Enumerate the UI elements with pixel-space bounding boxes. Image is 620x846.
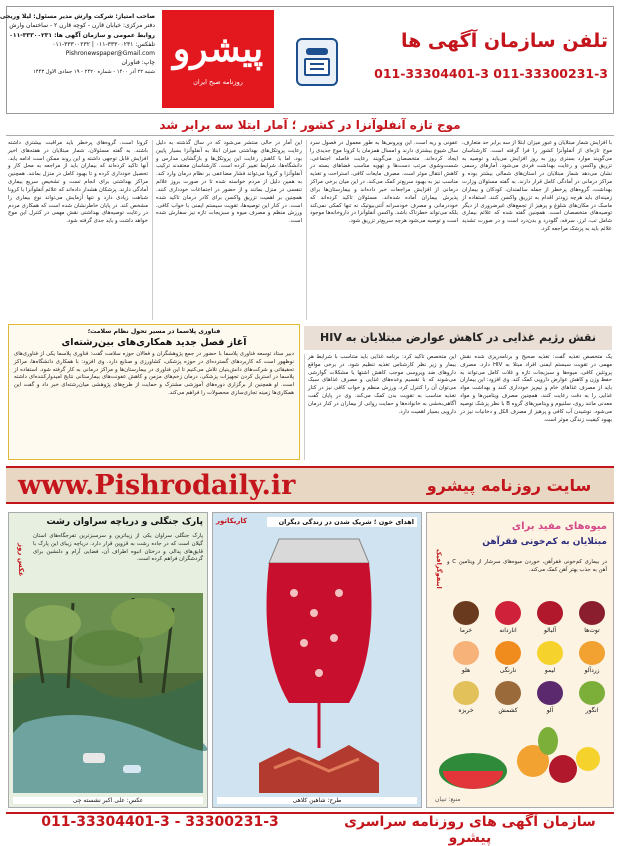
- article-column-center-left: این آمار در حالی منتشر می‌شود که در سال گذشته به دلیل رعایت پروتکل‌های بهداشتی میزان ابتلا به آنفلوآنزا بسیار پایین بود. اما با کاهش رعایت این پروتکل‌ها و بازگشایی مدارس و دانشگاه‌ها، شرایط تغییر کرده است. کارشناسان معتقدند ترکیب آنفلوآنزا و کرونا می‌تواند فشار مضاعفی بر نظام درمان وارد کند. به همین دلیل از مردم خواسته شده تا در صورت بروز علائم تنفسی در منزل بمانند و از حضور در اجتماعات خودداری کنند. همچنین بر اهمیت تزریق واکسن برای کادر درمان تاکید شده است. در کنار این توصیه‌ها، تقویت سیستم ایمنی با خواب کافی، ورزش منظم و مصرف میوه و سبزیجات تازه نیز سفارش شده است.: [152, 140, 302, 320]
- cartoon-credit: طرح: شاهین کلاهی: [217, 797, 417, 804]
- cartoon-tag: کاریکاتور: [216, 517, 248, 525]
- fruit-icon: [453, 641, 479, 665]
- hiv-headline: نقش رژیم غذایی در کاهش عوارض مبتلایان به HIV: [304, 326, 612, 350]
- info-line: دفتر مرکزی: خیابان قارن - کوچه قارن ۲ - ساختمان وارش: [9, 22, 155, 30]
- fruit-icon: [537, 681, 563, 705]
- fruit-icon: [453, 681, 479, 705]
- fruit-icon: [579, 601, 605, 625]
- cartoon-title: اهدای خون ؛ شریک شدن در زندگی دیگران: [267, 517, 417, 527]
- hiv-body-left: این متخصص تاکید کرد: برنامه غذایی باید متناسب با شرایط هر بیمار و زیر نظر کارشناس تغذیه تنظیم شود. در برخی مواقع داروهای ضد ویروسی موجب کاهش اشتها یا مشکلات گوارشی می‌شوند که با تقسیم وعده‌های غذایی و مصرف غذاهای سبک می‌توان آن را کنترل کرد. ورزش منظم و خواب کافی نیز در کنار تغذیه مناسب به تقویت بدن کمک می‌کند. وی در پایان گفت آگاهی‌بخشی به خانواده‌ها و حمایت روانی از بیماران در کنار درمان دارویی بسیار اهمیت دارد.: [304, 354, 456, 460]
- ad-phone-numbers: 011-33304401-3 011-33300231-3: [374, 66, 608, 81]
- fruit-icon: [453, 601, 479, 625]
- fruit-label: انگور: [585, 707, 599, 714]
- fruit-label: لیمو: [544, 667, 556, 674]
- info-line: تلفکس: ۳۳۳۰۰۲۳۱-۰۱۱ | ۳۳۳۰۰۲۳۲-۰۱۱: [52, 40, 155, 48]
- info-line: صاحب امتیاز: شرکت وارش مدیر مسئول: لیلا وریجی: [0, 13, 155, 20]
- fruit-label: توت‌ها: [584, 627, 600, 634]
- website-url[interactable]: www.Pishrodaily.ir: [18, 470, 296, 501]
- article-body: دبیر ستاد توسعه فناوری پلاسما با حضور در جمع پژوهشگران و فعالان حوزه سلامت گفت: فناوری پلاسما یکی از فناوری‌های نوظهور است که کاربردهای گسترده‌ای در حوزه پزشکی، کشاورزی و صنایع دارد. وی افزود: با همکاری دانشگاه‌ها، مراکز تحقیقاتی و شرکت‌های دانش‌بنیان تلاش می‌کنیم تا این فناوری در بیمارستان‌ها و مراکز درمانی به کار گرفته شود. استفاده از پلاسما در استریل کردن تجهیزات پزشکی، درمان زخم‌های مزمن و کاهش عفونت‌های بیمارستانی نتایج امیدوارکننده‌ای داشته است. او همچنین از برگزاری دوره‌های آموزشی مشترک و حمایت از طرح‌های پژوهشی میان‌رشته‌ای خبر داد و گفت این همکاری‌ها زمینه تجاری‌سازی محصولات را فراهم می‌کند.: [14, 351, 294, 397]
- fruit-icon: [537, 601, 563, 625]
- infographic-tag: اینفوگرافیک: [435, 549, 443, 589]
- issue-date: شنبه ۲۲ آذر ۱۴۰۰ - شماره ۲۴۲۰ - ۱۹ جمادی الاول ۱۴۴۳: [32, 68, 155, 75]
- fruit-label: زردآلو: [584, 667, 600, 674]
- fruit-label: آلو: [546, 707, 554, 714]
- article-headline: آغاز فصل جدید همکاری‌های بین‌رشته‌ای: [61, 337, 247, 348]
- fruit-label: خربزه: [458, 707, 474, 714]
- article-supertitle: فناوری پلاسما در مسیر تحول نظام سلامت؛: [87, 328, 221, 335]
- article-column-right: با افزایش شمار مبتلایان و عبور میزان ابتلا از سه برابر حد متعارف، موج تازه‌ای از آنفلوآنزا کشور را فرا گرفته است. کارشناسان می‌گویند موارد بستری روز به روز افزایش می‌یابد و توصیه به تزریق واکسن و رعایت بهداشت فردی می‌شود. آمارهای رسمی نشان می‌دهد شمار مبتلایان در استان‌های شمالی بیشتر بوده و مراکز درمانی در آمادگی کامل قرار دارند. به گفته مسئولان وزارت بهداشت، گروه‌های پرخطر از جمله سالمندان، کودکان و بیماران زمینه‌ای باید هرچه زودتر اقدام به تزریق واکسن کنند. استفاده از ماسک در مکان‌های شلوغ و پرهیز از تجمع‌های غیرضروری از دیگر توصیه‌های متخصصان است. همچنین گفته شده که علائم بیماری شامل تب، لرز، سرفه، گلودرد و بدن‌درد است و در صورت تشدید علائم باید به پزشک مراجعه کرد.: [462, 140, 612, 233]
- panel-tag: عکس روز: [17, 543, 25, 577]
- photo-caption: عکس: علی اکبر نشسته چی: [13, 797, 203, 804]
- phone-icon: [296, 38, 338, 86]
- footer-phones: 011-33304401-3 - 33300231-3: [41, 814, 279, 830]
- fruit-label: خرما: [459, 627, 473, 634]
- logo-text: پیشرو: [172, 28, 264, 70]
- footer-ad-organization: سازمان آگهی های روزنامه سراسری پیشرو: [344, 814, 596, 846]
- fruit-icon: [579, 681, 605, 705]
- website-label: سایت روزنامه پیشرو: [426, 476, 592, 495]
- infographic-source: منبع: تبیان: [435, 796, 461, 803]
- fruit-basket-illustration: [433, 721, 609, 791]
- fruit-label: کشمش: [498, 707, 518, 714]
- fruit-icon: [495, 641, 521, 665]
- infographic-headline-2: مبتلایان به کم‌خونی فقرآهن: [482, 537, 607, 547]
- email-link[interactable]: Pishronewspaper@Gmail.com: [65, 50, 155, 58]
- plasma-article-box: [8, 324, 300, 460]
- fruit-label: آلبالو: [543, 627, 557, 634]
- fruit-icon: [537, 641, 563, 665]
- hiv-body-right: یک متخصص تغذیه گفت: تغذیه صحیح و برنامه‌ریزی شده نقش مهمی در تقویت سیستم ایمنی افراد مبتلا به HIV دارد. مصرف پروتئین کافی، میوه‌ها و سبزیجات تازه و غلات کامل می‌تواند به حفظ وزن و کاهش عوارض دارویی کمک کند. وی افزود: این بیماران باید از مصرف غذاهای خام و نیم‌پز خودداری کنند و بهداشت مواد غذایی را به دقت رعایت کنند. همچنین مصرف ویتامین‌ها و مواد معدنی مانند روی، سلنیوم و ویتامین‌های گروه B با نظر پزشک توصیه می‌شود. نوشیدن آب کافی و پرهیز از مصرف الکل و دخانیات نیز در بهبود کیفیت زندگی موثر است.: [460, 354, 612, 423]
- panel-headline: پارک جنگلی و دریاچه سراوان رشت: [46, 517, 203, 527]
- panel-body: پارک جنگلی سراوان یکی از زیباترین و سرسبزترین تفرجگاه‌های استان گیلان است که در جاده رشت به قزوین قرار دارد. دریاچه زیبای این پارک با قایق‌های پدالی و درختان انبوه اطراف آن، فضایی آرام و دلنشین برای گردشگران فراهم کرده است.: [33, 533, 203, 563]
- ad-phone-title: تلفن سازمان آگهی ها: [400, 30, 608, 52]
- fruit-icon: [495, 681, 521, 705]
- fruit-label: هلو: [461, 667, 471, 674]
- main-headline: موج تازه آنفلوآنزا در کشور ؛ آمار ابتلا سه برابر شد: [6, 118, 614, 136]
- fruit-label: نارنگی: [499, 667, 517, 674]
- photo-of-day-panel: [8, 512, 208, 808]
- logo-subtitle: روزنامه صبح ایران: [193, 78, 243, 86]
- article-column-center: عفونی و ریه است. این ویروس‌ها به طور معمول در فصول سرد سال شیوع بیشتری دارند و امسال همزمان با کرونا موج جدیدی را ایجاد کرده‌اند. متخصصان می‌گویند رعایت فاصله اجتماعی، شست‌وشوی مرتب دست‌ها و تهویه مناسب فضاهای بسته در کاهش انتقال موثر است. مصرف مایعات کافی، استراحت و تغذیه مناسب نیز به بهبود سریع‌تر کمک می‌کند. در این میان برخی مراکز درمانی از افزایش مراجعات خبر داده‌اند و بیمارستان‌ها برای پذیرش بیماران آماده شده‌اند. مسئولان تاکید کرده‌اند که خوددرمانی و مصرف خودسرانه آنتی‌بیوتیک نه تنها کمکی نمی‌کند بلکه می‌تواند خطرناک باشد. واکسن آنفلوآنزا در داروخانه‌ها موجود است و توصیه می‌شود هرچه سریع‌تر تزریق شود.: [306, 140, 458, 320]
- info-line: چاپ: فناوران: [121, 59, 155, 67]
- article-column-left: کرونا است. گروه‌های پرخطر باید مراقبت بیشتری داشته باشند. به گفته مسئولان، شمار مبتلایان در هفته‌های اخیر افزایش قابل توجهی داشته و این روند ممکن است ادامه یابد. آنها تاکید کرده‌اند که بیماران باید از مراجعه به محل کار و تحصیل خودداری کرده و تا بهبود کامل در منزل بمانند. همچنین مراکز بهداشتی برای انجام تست و تشخیص سریع بیماری آمادگی دارند. پزشکان هشدار داده‌اند که علائم آنفلوآنزا با کرونا شباهت زیادی دارد و تنها آزمایش می‌تواند نوع بیماری را مشخص کند. در پایان خاطرنشان شده است که همکاری مردم در رعایت توصیه‌های بهداشتی نقش مهمی در کنترل این موج خواهد داشت و باید جدی گرفته شود.: [8, 140, 148, 225]
- cartoon-panel: [212, 512, 422, 808]
- infographic-panel: [426, 512, 614, 808]
- fruit-icon: [495, 601, 521, 625]
- lake-photo: [13, 593, 203, 793]
- infographic-intro: در بیماری کم‌خونی فقرآهن، خوردن میوه‌های سرشار از ویتامین C و آهن به جذب بهتر آهن کمک می‌کند.: [447, 559, 607, 573]
- newspaper-logo: [162, 10, 274, 108]
- fruit-label: اناردانه: [499, 627, 517, 634]
- fruit-icon: [579, 641, 605, 665]
- infographic-headline-1: میوه‌های مفید برای: [511, 521, 607, 532]
- blood-bag-illustration: [219, 533, 415, 793]
- publisher-info: [0, 10, 158, 108]
- info-line: روابط عمومی و سازمان آگهی ها: ۳۳۳۰۰۲۳۱-۰۱۱: [9, 31, 155, 39]
